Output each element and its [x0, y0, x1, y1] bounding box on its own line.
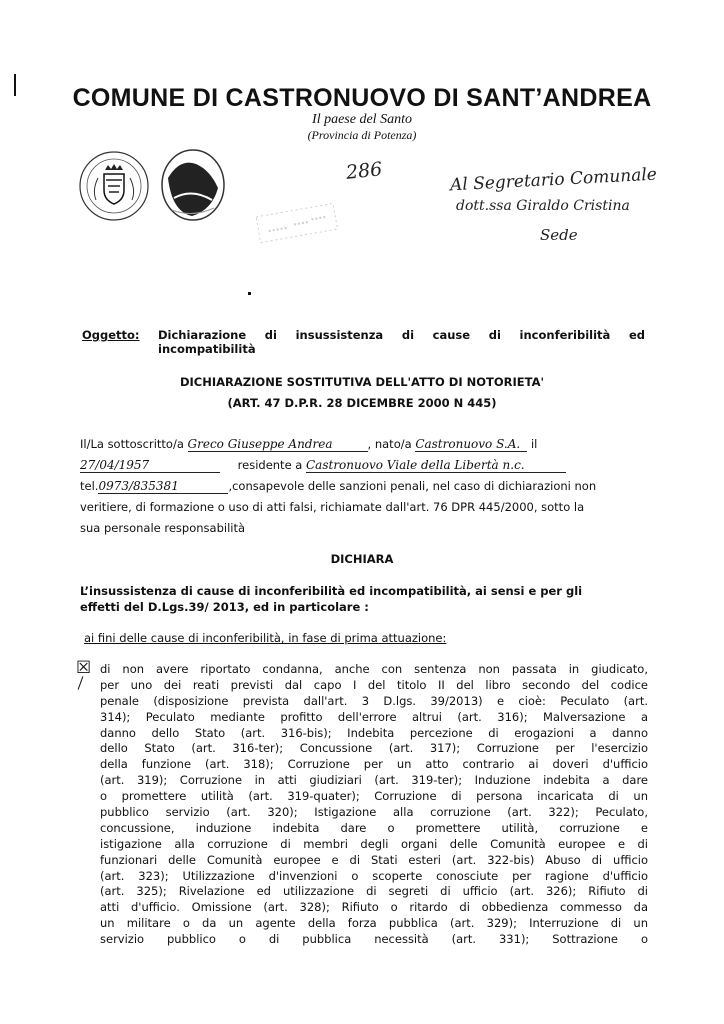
clause-line: (art. 319); Corruzione in atti giudiziari (art. 319-ter); Induzione indebita a dare: [100, 773, 648, 788]
town-seal-photo: [160, 148, 226, 222]
checkbox-tail-mark: [78, 676, 84, 689]
signatory-label: Il/La sottoscritto/a: [80, 437, 184, 451]
residence-field[interactable]: Castronuovo Viale della Libertà n.c.: [306, 458, 566, 473]
section-heading: ai fini delle cause di inconferibilità, in fase di prima attuazione:: [84, 631, 447, 645]
clause-line: funzionari delle Comunità europee e di Stati esteri (art. 322-bis) Abuso di ufficio: [100, 852, 648, 867]
signatory-name-field[interactable]: Greco Giuseppe Andrea: [188, 437, 368, 452]
clause-line: un militare o da un agente della forza pubblica (art. 329); Interruzione di un: [100, 916, 648, 931]
declaration-law-reference: (ART. 47 D.P.R. 28 DICEMBRE 2000 N 445): [227, 396, 497, 410]
faint-stamp: [253, 199, 340, 249]
addressee-line-2: dott.ssa Giraldo Cristina: [456, 198, 630, 214]
clause-line: istigazione alla corruzione di membri degli organi delle Comunità europee e di: [100, 836, 648, 851]
declaration-title: DICHIARAZIONE SOSTITUTIVA DELL'ATTO DI NOTORIETA': [179, 375, 545, 389]
clause-line: danno dello Stato (art. 316-bis); Indebita percezione di erogazioni a danno: [100, 725, 648, 740]
municipality-motto: Il paese del Santo: [312, 112, 412, 127]
clause-line: dello Stato (art. 316-ter); Concussione (art. 317); Corruzione per l'esercizio: [100, 741, 648, 756]
form-line-2: [80, 458, 650, 473]
clause-line: (art. 323); Utilizzazione d'invenzioni o scoperte conosciute per ragione d'ufficio: [100, 868, 648, 883]
form-line-4: veritiere, di formazione o uso di atti falsi, richiamate dall'art. 76 DPR 445/2000, sotto la: [80, 500, 585, 514]
clause-line: della funzione (art. 318); Corruzione per un atto contrario ai doveri d'ufficio: [100, 757, 648, 772]
page-title: COMUNE DI CASTRONUOVO DI SANT’ANDREA: [72, 84, 652, 112]
addressee-line-3: Sede: [540, 226, 578, 244]
form-line-1: Il/La sottoscritto/a Greco Giuseppe Andrea , nato/a Castronuovo S.A. il: [80, 437, 538, 451]
subject-text: Dichiarazione di insussistenza di cause di inconferibilità ed: [158, 328, 645, 342]
phone-label: tel.: [80, 479, 99, 493]
residence-label: residente a: [237, 458, 303, 472]
coat-of-arms-logo: [78, 150, 150, 222]
phone-field[interactable]: 0973/835381: [98, 479, 228, 494]
dichiara-heading: DICHIARA: [330, 552, 394, 566]
clause-text: [100, 662, 648, 948]
checkbox-mark: ☒: [76, 658, 92, 678]
clause-line: pubblico servizio (art. 320); Istigazione alla corruzione (art. 322); Peculato,: [100, 805, 648, 820]
birth-place-field[interactable]: Castronuovo S.A.: [415, 437, 527, 452]
statement-line-2: effetti del D.Lgs.39/ 2013, ed in particolare :: [80, 600, 369, 614]
clause-line: penale (disposizione prevista dall'art. 3 D.lgs. 39/2013) e cioè: Peculato (art.: [100, 693, 648, 708]
addressee-line-1: Al Segretario Comunale: [449, 164, 658, 196]
clause-line: concussione, induzione indebita dare o promettere utilità, corruzione e: [100, 820, 648, 835]
birth-date-label: il: [530, 437, 538, 451]
subject-text-cont: incompatibilità: [158, 342, 256, 356]
clause-line: di non avere riportato condanna, anche con sentenza non passata in giudicato,: [100, 662, 648, 676]
clause-line: per uno dei reati previsti dal capo I del titolo II del libro secondo del codice: [100, 677, 648, 692]
subject-label: Oggetto:: [82, 328, 140, 342]
clause-line: (art. 325); Rivelazione ed utilizzazione di segreti di ufficio (art. 326); Rifiuto di: [100, 884, 648, 899]
awareness-text: ,consapevole delle sanzioni penali, nel caso di dichiarazioni non: [228, 479, 597, 493]
protocol-number: 286: [344, 158, 384, 184]
clause-line: 314); Peculato mediante profitto dell'errore altrui (art. 316); Malversazione a: [100, 709, 648, 724]
form-line-3: [80, 479, 660, 494]
clause-line: o promettere utilità (art. 319-quater); Corruzione di persona incaricata di un: [100, 789, 648, 804]
province-label: (Provincia di Potenza): [307, 128, 417, 142]
ink-dot: [248, 292, 251, 295]
form-line-5: sua personale responsabilità: [80, 521, 246, 535]
clause-checkbox[interactable]: [76, 658, 98, 678]
clause-line: servizio pubblico o di pubblica necessità (art. 331); Sottrazione o: [100, 932, 648, 947]
birth-place-label: nato/a: [374, 437, 412, 451]
birth-date-field[interactable]: 27/04/1957: [80, 458, 220, 473]
statement-line-1: L’insussistenza di cause di inconferibilità ed incompatibilità, ai sensi e per gli: [80, 584, 583, 598]
clause-line: atti d'ufficio. Omissione (art. 328); Rifiuto o ritardo di obbedienza commesso da: [100, 900, 648, 915]
